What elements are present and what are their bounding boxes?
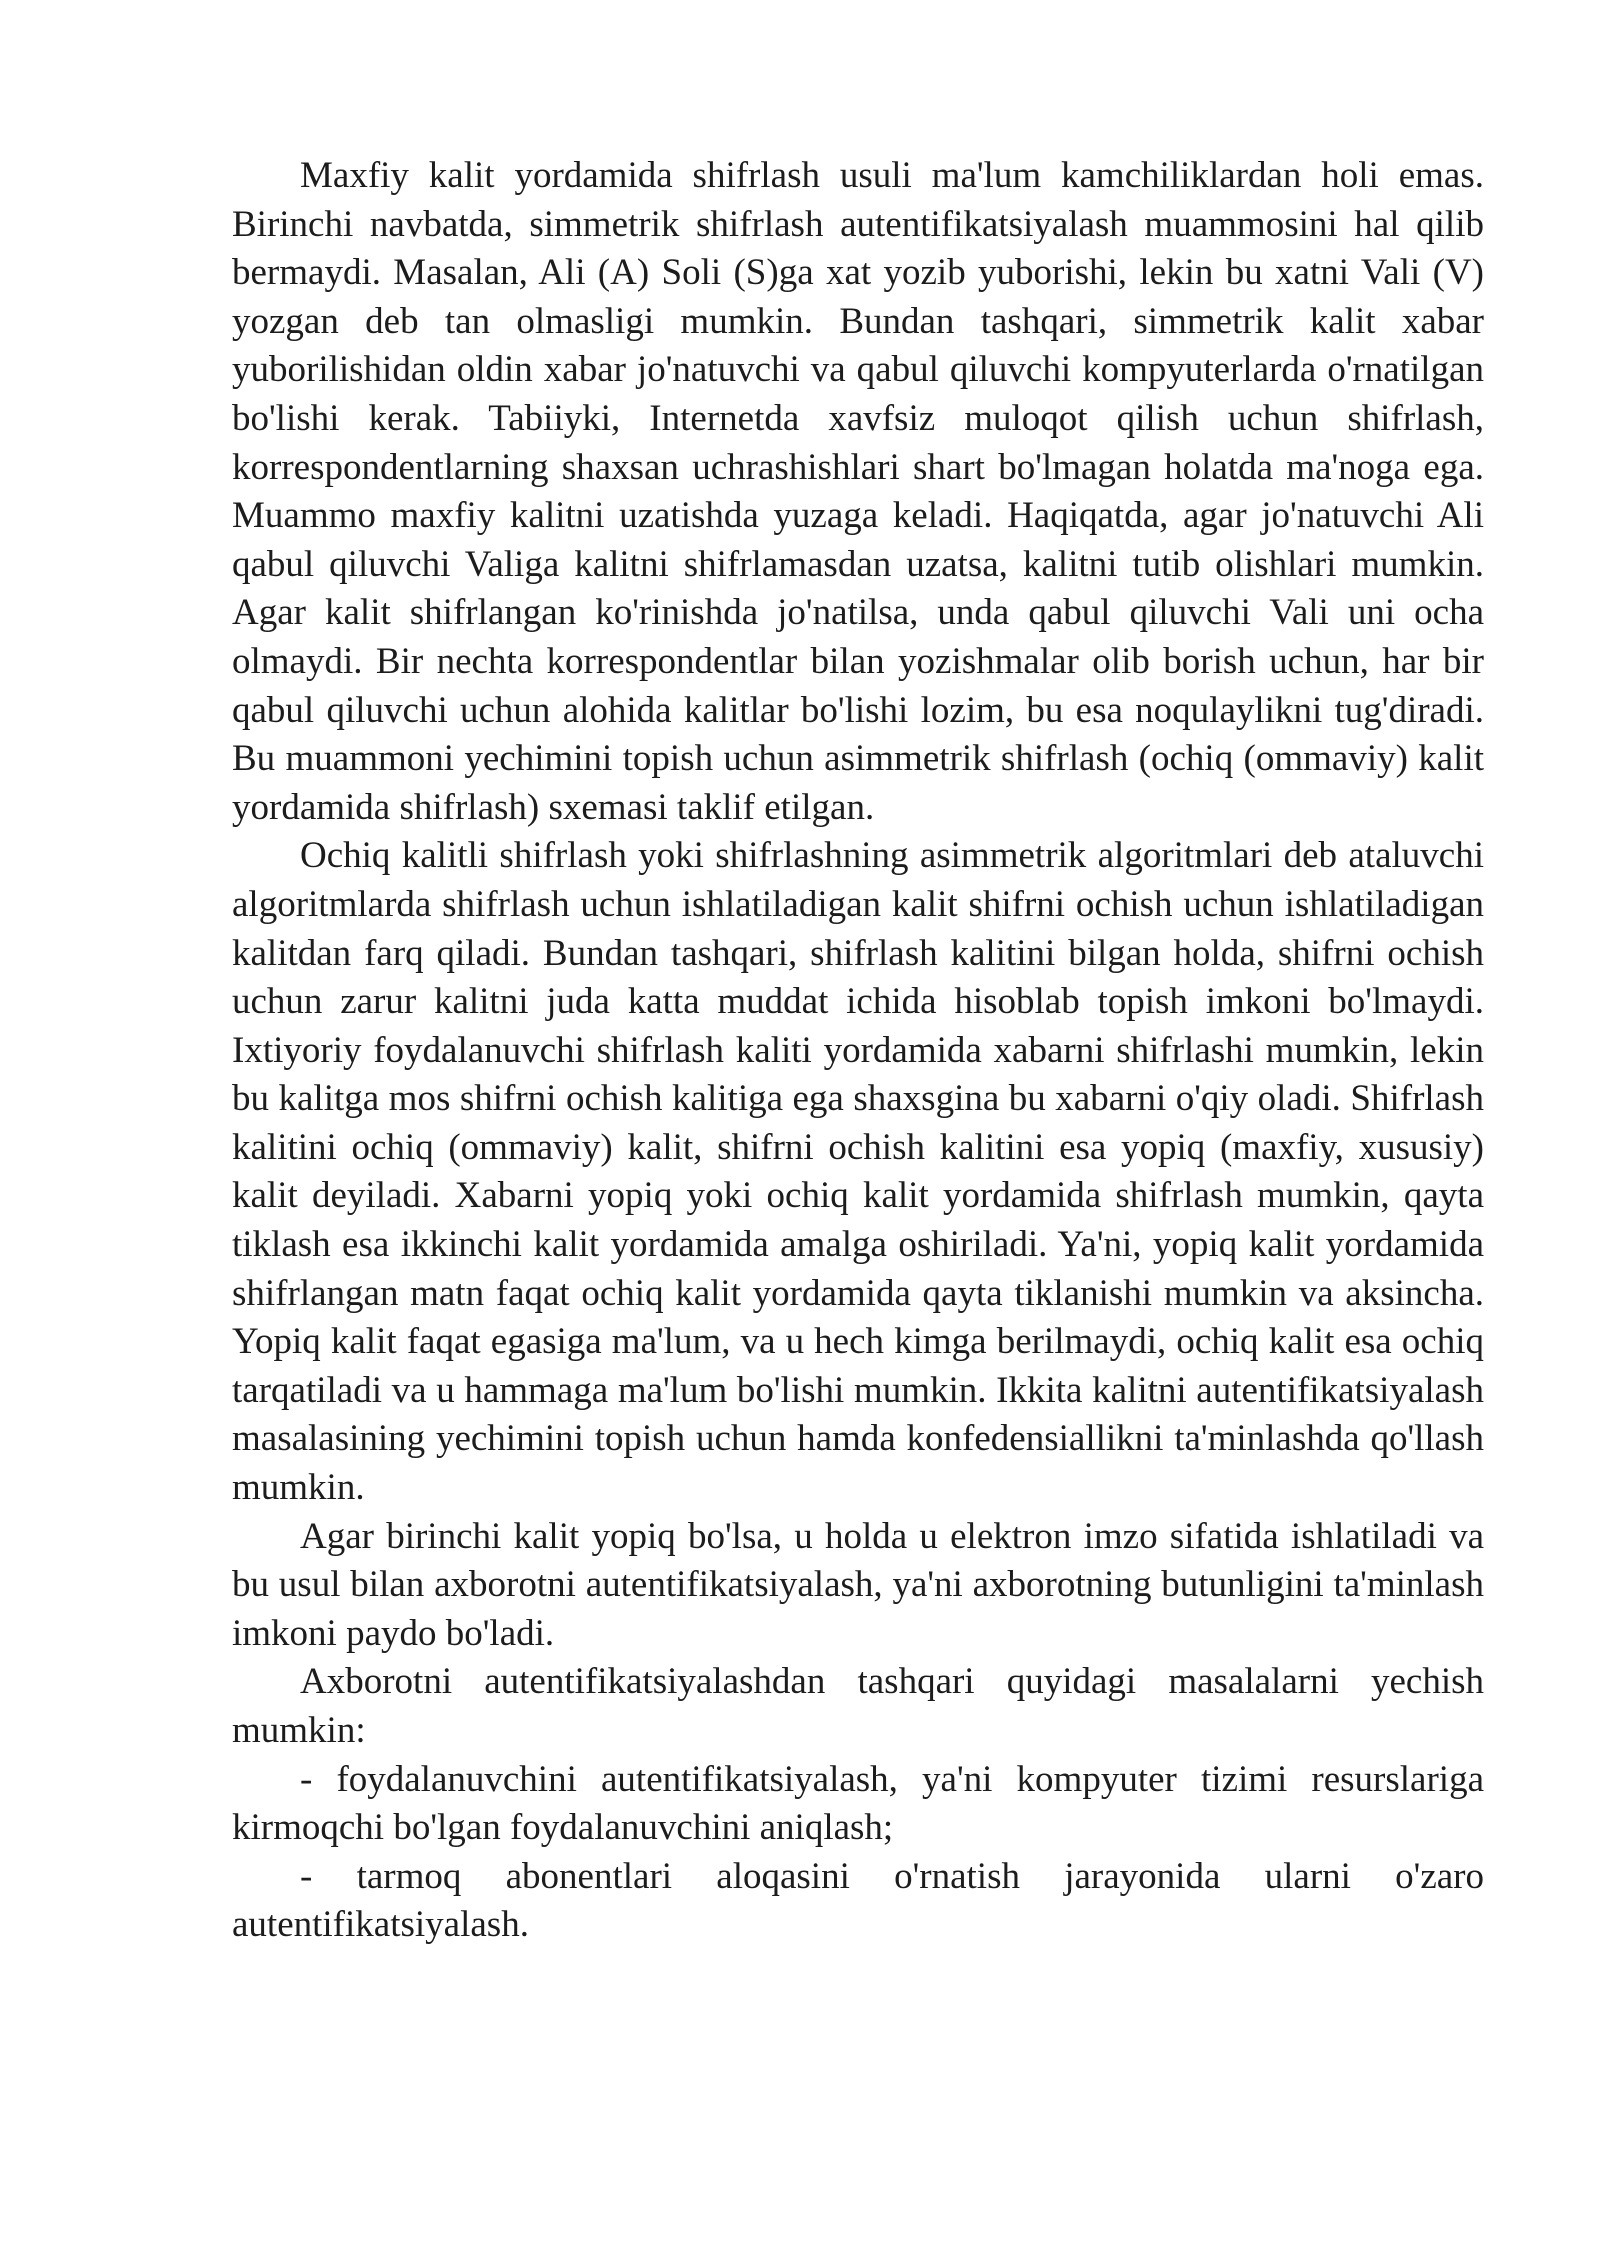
document-page bbox=[232, 152, 1484, 1950]
paragraph-symmetric-drawbacks: Maxfiy kalit yordamida shifrlash usuli ma'lum kamchiliklardan holi emas. Birinchi navbatda, simmetrik shifrlash autentifikatsiyalash muammosini hal qilib bermaydi. Masalan, Ali (A) Soli (S)ga xat yozib yuborishi, lekin bu xatni Vali (V) yozgan deb tan olmasligi mumkin. Bundan tashqari, simmetrik kalit xabar yuborilishidan oldin xabar jo'natuvchi va qabul qiluvchi kompyuterlarda o'rnatilgan bo'lishi kerak. Tabiiyki, Internetda xavfsiz muloqot qilish uchun shifrlash, korrespondentlarning shaxsan uchrashishlari shart bo'lmagan holatda ma'noga ega. Muammo maxfiy kalitni uzatishda yuzaga keladi. Haqiqatda, agar jo'natuvchi Ali qabul qiluvchi Valiga kalitni shifrlamasdan uzatsa, kalitni tutib olishlari mumkin. Agar kalit shifrlangan ko'rinishda jo'natilsa, unda qabul qiluvchi Vali uni ocha olmaydi. Bir nechta korrespondentlar bilan yozishmalar olib borish uchun, har bir qabul qiluvchi uchun alohida kalitlar bo'lishi lozim, bu esa noqulaylikni tug'diradi. Bu muammoni yechimini topish uchun asimmetrik shifrlash (ochiq (ommaviy) kalit yordamida shifrlash) sxemasi taklif etilgan. bbox=[232, 155, 1484, 828]
list-item-user-authentication: - foydalanuvchini autentifikatsiyalash, ya'ni kompyuter tizimi resurslariga kirmoqchi bo'lgan foydalanuvchini aniqlash; bbox=[232, 1758, 1484, 1849]
list-item-mutual-authentication: - tarmoq abonentlari aloqasini o'rnatish jarayonida ularni o'zaro autentifikatsiyalash. bbox=[232, 1855, 1484, 1946]
paragraph-other-tasks: Axborotni autentifikatsiyalashdan tashqari quyidagi masalalarni yechish mumkin: bbox=[232, 1661, 1484, 1751]
paragraph-digital-signature: Agar birinchi kalit yopiq bo'lsa, u holda u elektron imzo sifatida ishlatiladi va bu usul bilan axborotni autentifikatsiyalash, ya'ni axborotning butunligini ta'minlash imkoni paydo bo'ladi. bbox=[232, 1515, 1484, 1654]
paragraph-public-key-encryption: Ochiq kalitli shifrlash yoki shifrlashning asimmetrik algoritmlari deb ataluvchi algoritmlarda shifrlash uchun ishlatiladigan kalit shifrni ochish uchun ishlatiladigan kalitdan farq qiladi. Bundan tashqari, shifrlash kalitini bilgan holda, shifrni ochish uchun zarur kalitni juda katta muddat ichida hisoblab topish imkoni bo'lmaydi. Ixtiyoriy foydalanuvchi shifrlash kaliti yordamida xabarni shifrlashi mumkin, lekin bu kalitga mos shifrni ochish kalitiga ega shaxsgina bu xabarni o'qiy oladi. Shifrlash kalitini ochiq (ommaviy) kalit, shifrni ochish kalitini esa yopiq (maxfiy, xususiy) kalit deyiladi. Xabarni yopiq yoki ochiq kalit yordamida shifrlash mumkin, qayta tiklash esa ikkinchi kalit yordamida amalga oshiriladi. Ya'ni, yopiq kalit yordamida shifrlangan matn faqat ochiq kalit yordamida qayta tiklanishi mumkin va aksincha. Yopiq kalit faqat egasiga ma'lum, va u hech kimga berilmaydi, ochiq kalit esa ochiq tarqatiladi va u hammaga ma'lum bo'lishi mumkin. Ikkita kalitni autentifikatsiyalash masalasining yechimini topish uchun hamda konfedensiallikni ta'minlashda qo'llash mumkin. bbox=[232, 835, 1484, 1509]
